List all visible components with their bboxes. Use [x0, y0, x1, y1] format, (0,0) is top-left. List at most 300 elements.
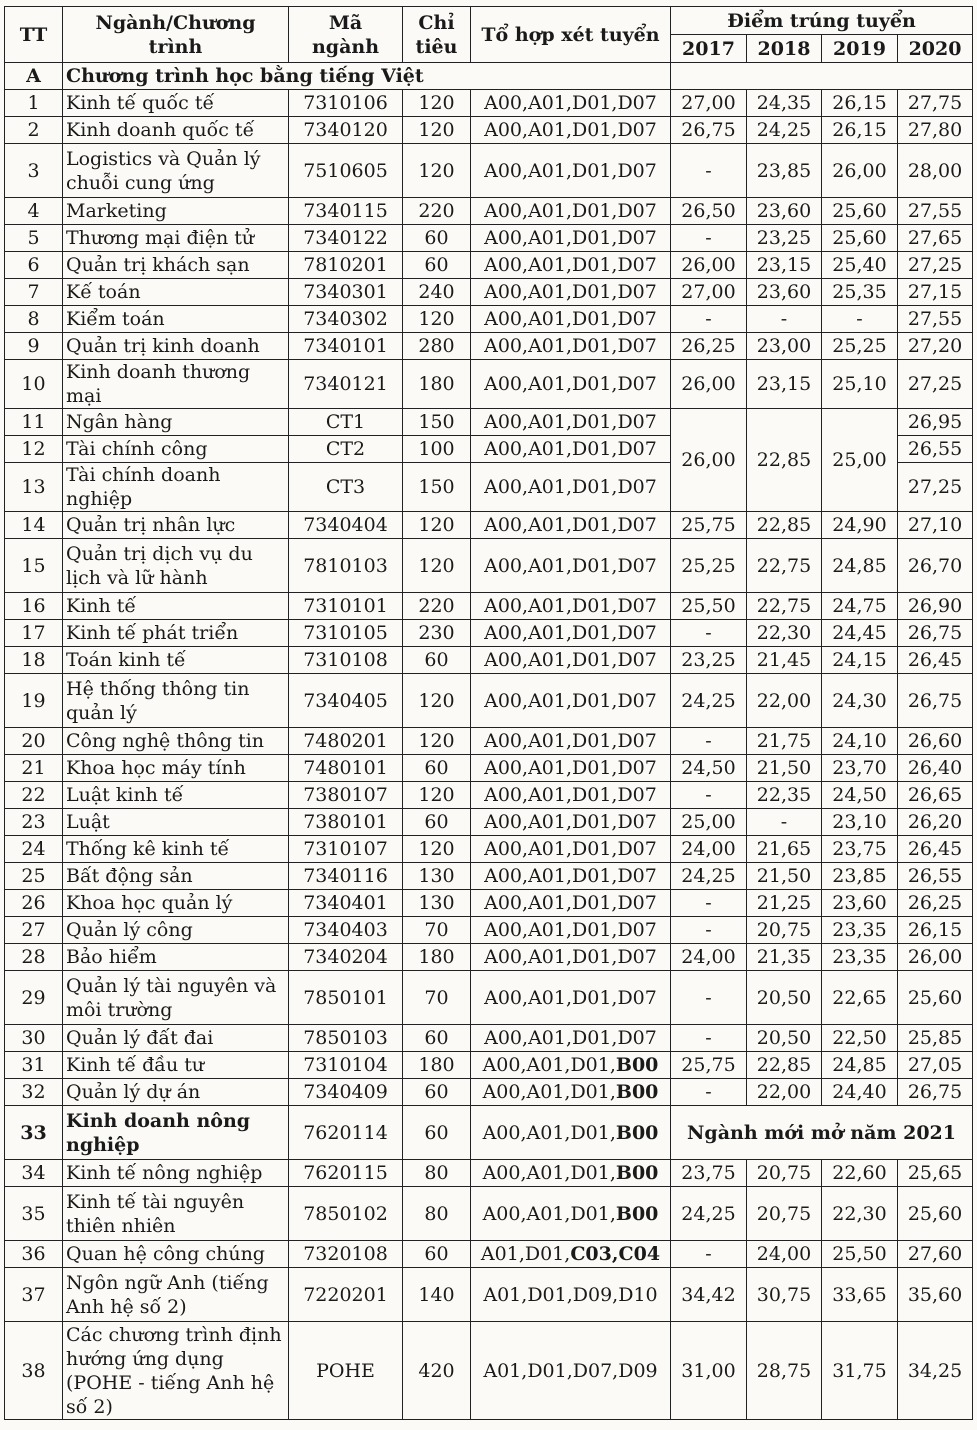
score-2019: 22,60 — [822, 1160, 898, 1187]
program-code: 7620115 — [289, 1160, 403, 1187]
program-code: 7340121 — [289, 360, 403, 409]
combination-cell — [471, 1187, 671, 1241]
score-2017: - — [671, 728, 747, 755]
program-name: Kinh tế đầu tư — [63, 1052, 289, 1079]
combination-cell — [471, 1079, 671, 1106]
score-2020: 26,60 — [898, 728, 973, 755]
score-2019: 23,10 — [822, 809, 898, 836]
table-row — [5, 360, 973, 409]
combination-cell: A00,A01,D01,D07 — [471, 782, 671, 809]
score-2017: 34,42 — [671, 1268, 747, 1322]
score-2020: 25,65 — [898, 1160, 973, 1187]
quota: 120 — [403, 512, 471, 539]
score-2018: 23,25 — [747, 225, 822, 252]
quota: 120 — [403, 117, 471, 144]
quota: 420 — [403, 1322, 471, 1420]
score-2019: 22,50 — [822, 1025, 898, 1052]
score-2017: 26,25 — [671, 333, 747, 360]
score-2017: 25,75 — [671, 1052, 747, 1079]
table-row — [5, 1106, 973, 1160]
quota: 120 — [403, 90, 471, 117]
program-code: 7380107 — [289, 782, 403, 809]
score-2019: 25,50 — [822, 1241, 898, 1268]
program-name: Thống kê kinh tế — [63, 836, 289, 863]
table-row — [5, 890, 973, 917]
row-number: 11 — [5, 409, 63, 436]
score-2020: 27,20 — [898, 333, 973, 360]
score-2019: 24,45 — [822, 620, 898, 647]
score-2017: 23,75 — [671, 1160, 747, 1187]
score-2019: 25,10 — [822, 360, 898, 409]
program-name: Quản trị kinh doanh — [63, 333, 289, 360]
score-2020: 26,45 — [898, 647, 973, 674]
program-name: Kinh doanh thương mại — [63, 360, 289, 409]
quota: 140 — [403, 1268, 471, 1322]
score-2017: - — [671, 306, 747, 333]
quota: 60 — [403, 809, 471, 836]
score-2019: 24,30 — [822, 674, 898, 728]
score-2017: 26,00 — [671, 409, 747, 512]
quota: 120 — [403, 144, 471, 198]
program-code: 7810201 — [289, 252, 403, 279]
row-number: 2 — [5, 117, 63, 144]
table-row — [5, 225, 973, 252]
combination-bold-text: B00 — [615, 1162, 659, 1184]
header-year-2017: 2017 — [671, 35, 747, 63]
table-row — [5, 1160, 973, 1187]
program-name: Kinh tế nông nghiệp — [63, 1160, 289, 1187]
score-2018: 22,75 — [747, 593, 822, 620]
row-number: 20 — [5, 728, 63, 755]
program-code: CT1 — [289, 409, 403, 436]
row-number: 10 — [5, 360, 63, 409]
program-code: 7480101 — [289, 755, 403, 782]
combination-cell: A00,A01,D01,D07 — [471, 436, 671, 463]
score-2020: 26,15 — [898, 917, 973, 944]
program-code: 7310107 — [289, 836, 403, 863]
combination-cell: A01,D01,D09,D10 — [471, 1268, 671, 1322]
header-program: Ngành/Chương trình — [63, 7, 289, 63]
score-2017: 25,00 — [671, 809, 747, 836]
combination-cell: A00,A01,D01,D07 — [471, 620, 671, 647]
score-2020: 27,25 — [898, 252, 973, 279]
score-2020: 26,75 — [898, 674, 973, 728]
combination-cell: A00,A01,D01,D07 — [471, 836, 671, 863]
program-code: 7310101 — [289, 593, 403, 620]
program-name: Kinh doanh quốc tế — [63, 117, 289, 144]
table-row — [5, 306, 973, 333]
program-name: Toán kinh tế — [63, 647, 289, 674]
score-2020: 27,65 — [898, 225, 973, 252]
score-2017: 23,25 — [671, 647, 747, 674]
quota: 80 — [403, 1160, 471, 1187]
combination-text: A00,A01,D01, — [482, 1054, 616, 1076]
score-2020: 27,55 — [898, 198, 973, 225]
program-name: Quản trị nhân lực — [63, 512, 289, 539]
quota: 230 — [403, 620, 471, 647]
program-name: Kinh tế phát triển — [63, 620, 289, 647]
table-row — [5, 409, 973, 436]
program-name: Kế toán — [63, 279, 289, 306]
combination-cell: A00,A01,D01,D07 — [471, 890, 671, 917]
row-number: 4 — [5, 198, 63, 225]
combination-cell: A00,A01,D01,D07 — [471, 755, 671, 782]
program-name: Kinh tế tài nguyên thiên nhiên — [63, 1187, 289, 1241]
score-2019: 25,25 — [822, 333, 898, 360]
combination-cell: A00,A01,D01,D07 — [471, 863, 671, 890]
score-2018: 20,75 — [747, 1160, 822, 1187]
score-2018: 21,65 — [747, 836, 822, 863]
score-2018: - — [747, 306, 822, 333]
score-2020: 28,00 — [898, 144, 973, 198]
score-2018: 22,85 — [747, 512, 822, 539]
combination-cell: A00,A01,D01,D07 — [471, 674, 671, 728]
score-2019: 23,75 — [822, 836, 898, 863]
combination-cell: A00,A01,D01,D07 — [471, 917, 671, 944]
combination-bold-text: B00 — [615, 1202, 659, 1225]
program-name: Công nghệ thông tin — [63, 728, 289, 755]
score-2020: 27,05 — [898, 1052, 973, 1079]
quota: 120 — [403, 306, 471, 333]
score-2017: 24,00 — [671, 836, 747, 863]
row-number: 25 — [5, 863, 63, 890]
score-2019: 23,85 — [822, 863, 898, 890]
program-code: 7340301 — [289, 279, 403, 306]
program-name: Quản lý tài nguyên và môi trường — [63, 971, 289, 1025]
quota: 60 — [403, 1106, 471, 1160]
score-2020: 27,60 — [898, 1241, 973, 1268]
program-name: Tài chính công — [63, 436, 289, 463]
combination-cell: A00,A01,D01,D07 — [471, 90, 671, 117]
score-2019: 24,50 — [822, 782, 898, 809]
program-name: Hệ thống thông tin quản lý — [63, 674, 289, 728]
score-2018: 22,85 — [747, 409, 822, 512]
program-code: 7850102 — [289, 1187, 403, 1241]
score-2018: 23,15 — [747, 252, 822, 279]
quota: 60 — [403, 225, 471, 252]
row-number: 18 — [5, 647, 63, 674]
quota: 120 — [403, 728, 471, 755]
score-2020: 26,20 — [898, 809, 973, 836]
combination-cell: A00,A01,D01,D07 — [471, 539, 671, 593]
table-row — [5, 333, 973, 360]
table-row — [5, 512, 973, 539]
header-code: Mã ngành — [289, 7, 403, 63]
section-title: Chương trình học bằng tiếng Việt — [63, 63, 671, 90]
combination-cell: A00,A01,D01,D07 — [471, 809, 671, 836]
program-name: Bất động sản — [63, 863, 289, 890]
score-2020: 25,85 — [898, 1025, 973, 1052]
program-name: Kinh tế — [63, 593, 289, 620]
combination-cell: A00,A01,D01,D07 — [471, 971, 671, 1025]
table-row — [5, 90, 973, 117]
table-row — [5, 782, 973, 809]
row-number: 27 — [5, 917, 63, 944]
quota: 120 — [403, 836, 471, 863]
table-row — [5, 1187, 973, 1241]
score-2017: - — [671, 782, 747, 809]
combination-cell: A00,A01,D01,D07 — [471, 463, 671, 512]
section-blank — [671, 63, 973, 90]
score-2019: 33,65 — [822, 1268, 898, 1322]
combination-cell: A00,A01,D01,D07 — [471, 306, 671, 333]
header-year-2019: 2019 — [822, 35, 898, 63]
combination-cell: A01,D01,D07,D09 — [471, 1322, 671, 1420]
table-row — [5, 117, 973, 144]
program-code: 7340409 — [289, 1079, 403, 1106]
row-number: 34 — [5, 1160, 63, 1187]
program-code: 7340204 — [289, 944, 403, 971]
combination-bold-text: B00 — [615, 1121, 659, 1144]
program-name: Quản trị khách sạn — [63, 252, 289, 279]
program-name: Kiểm toán — [63, 306, 289, 333]
program-name: Logistics và Quản lý chuỗi cung ứng — [63, 144, 289, 198]
program-name: Quản lý đất đai — [63, 1025, 289, 1052]
program-name: Thương mại điện tử — [63, 225, 289, 252]
score-2020: 26,45 — [898, 836, 973, 863]
score-2020: 27,75 — [898, 90, 973, 117]
header-year-2020: 2020 — [898, 35, 973, 63]
row-number: 24 — [5, 836, 63, 863]
quota: 60 — [403, 647, 471, 674]
quota: 70 — [403, 971, 471, 1025]
header-tt: TT — [5, 7, 63, 63]
program-name: Khoa học máy tính — [63, 755, 289, 782]
score-2020: 26,90 — [898, 593, 973, 620]
table-row — [5, 728, 973, 755]
score-2018: 22,35 — [747, 782, 822, 809]
score-2018: 24,00 — [747, 1241, 822, 1268]
score-2019: 23,60 — [822, 890, 898, 917]
program-name: Khoa học quản lý — [63, 890, 289, 917]
combination-text: A01,D01, — [480, 1243, 571, 1265]
score-2019: 24,90 — [822, 512, 898, 539]
program-code: 7340120 — [289, 117, 403, 144]
score-2019: 23,70 — [822, 755, 898, 782]
program-name: Luật — [63, 809, 289, 836]
score-2017: 26,50 — [671, 198, 747, 225]
quota: 130 — [403, 890, 471, 917]
score-2018: 21,45 — [747, 647, 822, 674]
row-number: 31 — [5, 1052, 63, 1079]
program-name: Luật kinh tế — [63, 782, 289, 809]
score-2020: 26,75 — [898, 1079, 973, 1106]
program-code: 7810103 — [289, 539, 403, 593]
row-number: 32 — [5, 1079, 63, 1106]
quota: 180 — [403, 944, 471, 971]
quota: 100 — [403, 436, 471, 463]
score-2018: 24,35 — [747, 90, 822, 117]
combination-cell: A00,A01,D01,D07 — [471, 944, 671, 971]
program-code: 7340401 — [289, 890, 403, 917]
combination-cell — [471, 1241, 671, 1268]
row-number: 13 — [5, 463, 63, 512]
quota: 60 — [403, 252, 471, 279]
quota: 80 — [403, 1187, 471, 1241]
score-2018: 24,25 — [747, 117, 822, 144]
section-id: A — [5, 63, 63, 90]
row-number: 16 — [5, 593, 63, 620]
table-row — [5, 971, 973, 1025]
table-row — [5, 755, 973, 782]
program-code: 7850103 — [289, 1025, 403, 1052]
score-2019: 22,65 — [822, 971, 898, 1025]
row-number: 19 — [5, 674, 63, 728]
program-code: 7340403 — [289, 917, 403, 944]
combination-cell — [471, 1052, 671, 1079]
score-2018: 20,50 — [747, 1025, 822, 1052]
score-2017: - — [671, 225, 747, 252]
score-2020: 26,70 — [898, 539, 973, 593]
table-row — [5, 1241, 973, 1268]
program-code: 7340302 — [289, 306, 403, 333]
score-2018: 22,30 — [747, 620, 822, 647]
combination-text: A00,A01,D01, — [482, 1081, 616, 1103]
admission-scores-table — [4, 6, 973, 1420]
program-code: 7310106 — [289, 90, 403, 117]
program-code: 7320108 — [289, 1241, 403, 1268]
program-code: POHE — [289, 1322, 403, 1420]
score-2017: - — [671, 144, 747, 198]
score-2020: 27,55 — [898, 306, 973, 333]
score-2019: 22,30 — [822, 1187, 898, 1241]
quota: 60 — [403, 1079, 471, 1106]
table-row — [5, 198, 973, 225]
header-year-2018: 2018 — [747, 35, 822, 63]
row-number: 21 — [5, 755, 63, 782]
combination-cell: A00,A01,D01,D07 — [471, 593, 671, 620]
score-2017: 25,25 — [671, 539, 747, 593]
program-code: 7310105 — [289, 620, 403, 647]
table-row — [5, 809, 973, 836]
combination-bold-text: B00 — [615, 1054, 659, 1076]
score-2017: - — [671, 1025, 747, 1052]
table-row — [5, 144, 973, 198]
score-2018: 23,00 — [747, 333, 822, 360]
row-number: 14 — [5, 512, 63, 539]
program-name: Quản trị dịch vụ du lịch và lữ hành — [63, 539, 289, 593]
program-code: 7620114 — [289, 1106, 403, 1160]
quota: 180 — [403, 360, 471, 409]
table-row — [5, 1052, 973, 1079]
score-2019: 25,40 — [822, 252, 898, 279]
score-2017: 24,25 — [671, 863, 747, 890]
section-row — [5, 63, 973, 90]
table-row — [5, 252, 973, 279]
quota: 130 — [403, 863, 471, 890]
table-row — [5, 863, 973, 890]
score-2020: 34,25 — [898, 1322, 973, 1420]
program-name: Ngôn ngữ Anh (tiếng Anh hệ số 2) — [63, 1268, 289, 1322]
score-2019: 25,35 — [822, 279, 898, 306]
score-2018: 22,85 — [747, 1052, 822, 1079]
table-row — [5, 279, 973, 306]
quota: 120 — [403, 782, 471, 809]
row-number: 9 — [5, 333, 63, 360]
row-number: 29 — [5, 971, 63, 1025]
program-name: Kinh tế quốc tế — [63, 90, 289, 117]
quota: 220 — [403, 198, 471, 225]
score-2020: 26,75 — [898, 620, 973, 647]
program-name: Quản lý công — [63, 917, 289, 944]
combination-cell: A00,A01,D01,D07 — [471, 198, 671, 225]
combination-cell: A00,A01,D01,D07 — [471, 144, 671, 198]
table-row — [5, 836, 973, 863]
score-2017: 25,75 — [671, 512, 747, 539]
program-code: 7310108 — [289, 647, 403, 674]
score-2020: 26,55 — [898, 436, 973, 463]
quota: 60 — [403, 755, 471, 782]
row-number: 3 — [5, 144, 63, 198]
score-2019: 31,75 — [822, 1322, 898, 1420]
score-2017: - — [671, 1079, 747, 1106]
row-number: 26 — [5, 890, 63, 917]
score-2018: 21,75 — [747, 728, 822, 755]
score-2017: 25,50 — [671, 593, 747, 620]
table-row — [5, 1079, 973, 1106]
score-2019: 26,00 — [822, 144, 898, 198]
quota: 60 — [403, 1025, 471, 1052]
score-2019: 26,15 — [822, 117, 898, 144]
score-2018: 20,75 — [747, 1187, 822, 1241]
score-2018: 23,15 — [747, 360, 822, 409]
score-2017: 24,50 — [671, 755, 747, 782]
score-2020: 27,15 — [898, 279, 973, 306]
combination-bold-text: C03,C04 — [570, 1243, 661, 1265]
score-2020: 27,10 — [898, 512, 973, 539]
score-2018: 21,35 — [747, 944, 822, 971]
row-number: 33 — [5, 1106, 63, 1160]
program-code: 7510605 — [289, 144, 403, 198]
quota: 60 — [403, 1241, 471, 1268]
score-2018: 22,00 — [747, 674, 822, 728]
program-name: Các chương trình định hướng ứng dụng (POHE - tiếng Anh hệ số 2) — [63, 1322, 289, 1420]
row-number: 12 — [5, 436, 63, 463]
program-name: Quan hệ công chúng — [63, 1241, 289, 1268]
score-2019: 26,15 — [822, 90, 898, 117]
score-2020: 26,65 — [898, 782, 973, 809]
table-row — [5, 944, 973, 971]
score-2018: 23,85 — [747, 144, 822, 198]
score-2020: 27,25 — [898, 360, 973, 409]
row-number: 17 — [5, 620, 63, 647]
score-2017: 24,25 — [671, 674, 747, 728]
program-name: Kinh doanh nông nghiệp — [63, 1106, 289, 1160]
row-number: 6 — [5, 252, 63, 279]
score-2017: - — [671, 971, 747, 1025]
quota: 180 — [403, 1052, 471, 1079]
row-number: 8 — [5, 306, 63, 333]
score-2019: 25,00 — [822, 409, 898, 512]
table-row — [5, 647, 973, 674]
quota: 150 — [403, 409, 471, 436]
program-name: Bảo hiểm — [63, 944, 289, 971]
quota: 70 — [403, 917, 471, 944]
combination-cell: A00,A01,D01,D07 — [471, 333, 671, 360]
score-2017: - — [671, 1241, 747, 1268]
score-2019: 24,75 — [822, 593, 898, 620]
score-2017: 26,00 — [671, 360, 747, 409]
score-2019: 24,85 — [822, 1052, 898, 1079]
program-code: 7340115 — [289, 198, 403, 225]
quota: 280 — [403, 333, 471, 360]
program-name: Marketing — [63, 198, 289, 225]
score-2020: 26,00 — [898, 944, 973, 971]
score-2018: 23,60 — [747, 198, 822, 225]
header-combination: Tổ hợp xét tuyển — [471, 7, 671, 63]
score-2019: - — [822, 306, 898, 333]
quota: 240 — [403, 279, 471, 306]
